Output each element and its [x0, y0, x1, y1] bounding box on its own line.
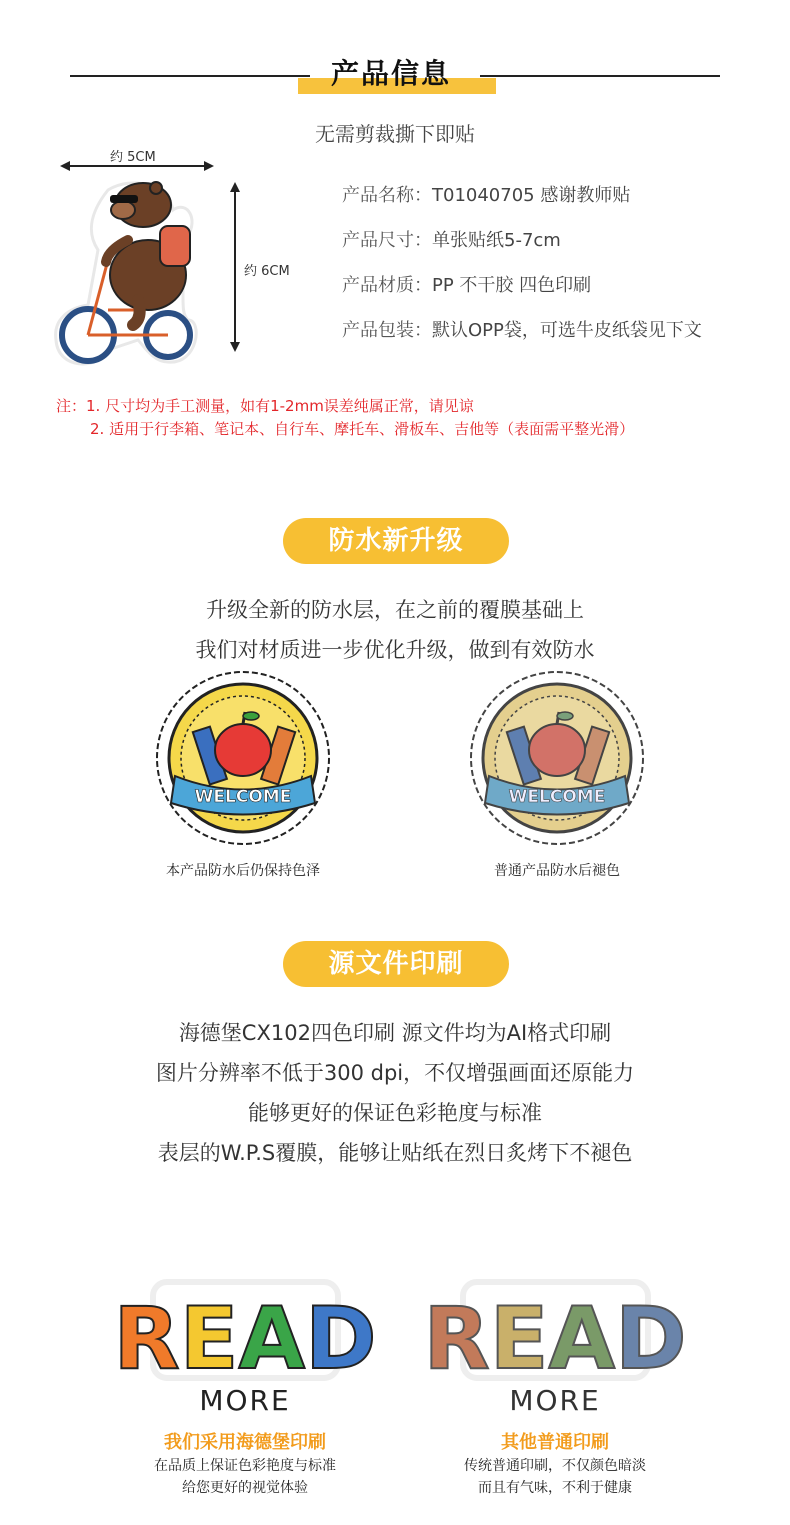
waterproof-line-2: 我们对材质进一步优化升级，做到有效防水	[195, 638, 595, 662]
spec-size: 产品尺寸：单张贴纸5-7cm	[342, 230, 561, 251]
waterproof-section-title: 防水新升级	[283, 518, 509, 564]
printing-line-2: 图片分辨率不低于300 dpi，不仅增强画面还原能力	[155, 1061, 635, 1085]
printing-line-1: 海德堡CX102四色印刷 源文件均为AI格式印刷	[178, 1021, 612, 1045]
waterproof-line-1: 升级全新的防水层，在之前的覆膜基础上	[206, 598, 584, 622]
read-word-faded	[424, 1289, 687, 1389]
read-letter: A	[238, 1289, 306, 1389]
svg-text:WELCOME: WELCOME	[508, 787, 606, 807]
ordinary-desc-1: 传统普通印刷，不仅颜色暗淡	[464, 1458, 646, 1474]
ordinary-title: 其他普通印刷	[501, 1432, 609, 1453]
page-title: 产品信息	[330, 57, 451, 90]
printing-line-4: 表层的W.P.S覆膜，能够让贴纸在烈日炙烤下不褪色	[157, 1141, 633, 1165]
note-line-1: 注：1. 尺寸均为手工测量，如有1-2mm误差纯属正常，请见谅	[56, 397, 474, 415]
more-word-faded: MORE	[509, 1384, 601, 1417]
height-dimension-label: 约 6CM	[244, 264, 290, 279]
spec-name: 产品名称：T01040705 感谢教师贴	[342, 185, 631, 206]
caption-waterproof-product: 本产品防水后仍保持色泽	[166, 863, 320, 879]
read-letter: D	[615, 1289, 687, 1389]
more-word: MORE	[199, 1384, 291, 1417]
read-more-heidelberg-image	[113, 1270, 377, 1420]
read-more-ordinary-image	[423, 1270, 687, 1420]
read-letter: R	[113, 1289, 180, 1389]
printing-section-title: 源文件印刷	[283, 941, 509, 987]
width-dimension-label: 约 5CM	[110, 150, 156, 165]
read-word	[114, 1289, 377, 1389]
heidelberg-desc-1: 在品质上保证色彩艳度与标准	[154, 1458, 336, 1474]
spec-packaging: 产品包装：默认OPP袋，可选牛皮纸袋见下文	[342, 320, 702, 341]
read-letter: E	[489, 1289, 549, 1389]
heidelberg-desc-2: 给您更好的视觉体验	[182, 1480, 308, 1496]
header-rule-left	[70, 75, 310, 77]
printing-line-3: 能够更好的保证色彩艳度与标准	[248, 1101, 542, 1125]
read-letter: D	[305, 1289, 377, 1389]
badge-waterproof-product	[153, 668, 333, 848]
caption-ordinary-product: 普通产品防水后褪色	[494, 863, 620, 879]
badge-ordinary-product	[467, 668, 647, 848]
read-letter: A	[548, 1289, 616, 1389]
header-rule-right	[480, 75, 720, 77]
read-letter: R	[423, 1289, 490, 1389]
page-subtitle: 无需剪裁撕下即贴	[315, 122, 475, 146]
heidelberg-title: 我们采用海德堡印刷	[164, 1432, 326, 1453]
read-letter: E	[179, 1289, 239, 1389]
spec-material: 产品材质：PP 不干胶 四色印刷	[342, 275, 592, 296]
note-line-2: 2. 适用于行李箱、笔记本、自行车、摩托车、滑板车、吉他等（表面需平整光滑）	[90, 420, 635, 438]
svg-text:WELCOME: WELCOME	[194, 787, 292, 807]
ordinary-desc-2: 而且有气味，不利于健康	[478, 1480, 632, 1496]
